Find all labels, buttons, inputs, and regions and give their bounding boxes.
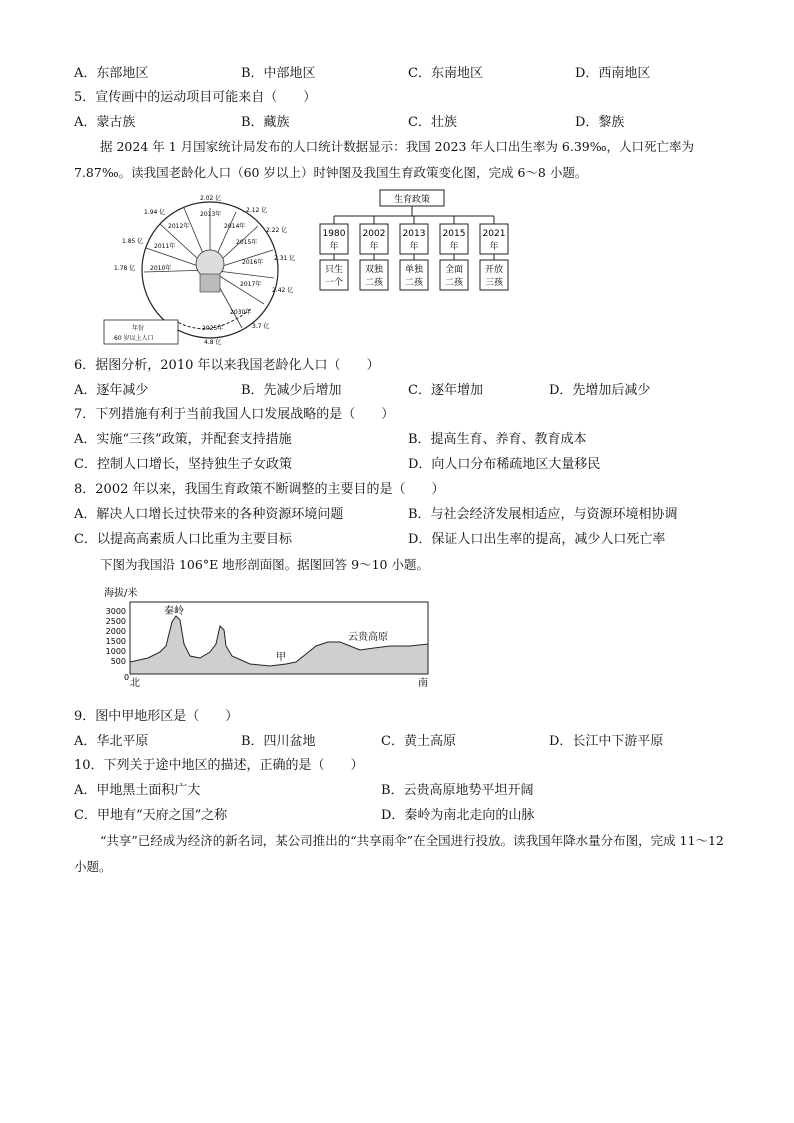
q8-option-d: D．保证人口出生率的提高，减少人口死亡率 (408, 532, 666, 547)
clock-value-2025: 4.8 亿 (204, 339, 222, 346)
ytick-1500: 1500 (105, 637, 126, 646)
clock-year-2011: 2011年 (154, 243, 176, 250)
clock-value-2014: 2.12 亿 (246, 207, 268, 214)
policy-year-suffix: 年 (329, 242, 339, 252)
q5-option-b: B．藏族 (241, 115, 290, 130)
q6-option-a: A．逐年减少 (74, 383, 149, 398)
q7-option-b: B．提高生育、养育、教育成本 (408, 432, 587, 447)
policy-figure (316, 188, 516, 298)
q10-option-d: D．秦岭为南北走向的山脉 (381, 808, 535, 823)
q6-stem: 6．据图分析，2010 年以来我国老龄化人口（ ） (74, 358, 380, 373)
clock-year-2015: 2015年 (236, 239, 258, 246)
clock-year-2025: 2025年 (202, 325, 224, 332)
q9-option-d: D．长江中下游平原 (549, 734, 664, 749)
policy-year-suffix: 年 (409, 242, 419, 252)
q5-option-a: A．蒙古族 (74, 115, 136, 130)
policy-year-2015: 2015 (442, 229, 466, 239)
q8-option-c: C．以提高高素质人口比重为主要目标 (74, 532, 292, 547)
policy-year-suffix: 年 (369, 242, 379, 252)
policy-2002-bottom: 二孩 (364, 278, 384, 288)
q8-option-b: B．与社会经济发展相适应，与资源环境相协调 (408, 507, 678, 522)
clock-value-2030: 3.7 亿 (252, 323, 270, 330)
q5-stem: 5．宣传画中的运动项目可能来自（ ） (74, 90, 317, 105)
clock-year-2030: 2030年 (230, 309, 252, 316)
ytick-2000: 2000 (105, 627, 126, 636)
q9-option-b: B．四川盆地 (241, 734, 316, 749)
profile-label-south: 南 (418, 678, 428, 689)
profile-label-north: 北 (130, 678, 140, 689)
clock-year-2012: 2012年 (168, 223, 190, 230)
policy-2021-top: 开放 (484, 265, 504, 275)
q9-stem: 9．图中甲地形区是（ ） (74, 709, 239, 724)
policy-2002-top: 双独 (364, 265, 384, 275)
policy-year-2021: 2021 (482, 229, 506, 239)
clock-year-2017: 2017年 (240, 281, 262, 288)
q10-option-a: A．甲地黑土面积广大 (74, 783, 201, 798)
profile-label-qinling: 秦岭 (164, 606, 184, 617)
q7-option-c: C．控制人口增长，坚持独生子女政策 (74, 457, 292, 472)
policy-2013-top: 单独 (404, 265, 424, 275)
q4-option-b: B．中部地区 (241, 66, 316, 81)
policy-2013-bottom: 二孩 (404, 278, 424, 288)
q5-option-d: D．黎族 (575, 115, 625, 130)
policy-year-2013: 2013 (402, 229, 426, 239)
policy-year-suffix: 年 (489, 242, 499, 252)
clock-year-2016: 2016年 (242, 259, 264, 266)
q10-stem: 10．下列关于途中地区的描述，正确的是（ ） (74, 758, 364, 773)
clock-value-2012: 1.94 亿 (144, 209, 166, 216)
q5-option-c: C．壮族 (408, 115, 457, 130)
policy-year-1980: 1980 (322, 229, 346, 239)
clock-value-2013: 2.02 亿 (200, 195, 222, 202)
ytick-0: 0 (124, 673, 130, 682)
q6-option-c: C．逐年增加 (408, 383, 483, 398)
clock-year-2014: 2014年 (224, 223, 246, 230)
intro-questions-6-8: 据 2024 年 1 月国家统计局发布的人口统计数据显示：我国 2023 年人口出生率为 6.39‰，人口死亡率为 7.87‰。读我国老龄化人口（60 岁以上）时钟图及我国生育政策变化图，完成 6～8 小题。 (74, 139, 694, 180)
clock-value-2015: 2.22 亿 (266, 227, 288, 234)
q9-option-a: A．华北平原 (74, 734, 149, 749)
terrain-profile-shape (130, 616, 428, 674)
policy-2015-top: 全面 (444, 265, 464, 275)
q4-option-d: D．西南地区 (575, 66, 651, 81)
clock-value-2017: 2.42 亿 (272, 287, 294, 294)
q8-stem: 8．2002 年以来，我国生育政策不断调整的主要目的是（ ） (74, 482, 445, 497)
clock-value-2011: 1.85 亿 (122, 238, 144, 245)
policy-1980-bottom: 一个 (324, 278, 344, 288)
clock-value-2016: 2.31 亿 (274, 255, 296, 262)
q6-option-d: D．先增加后减少 (549, 383, 651, 398)
aging-clock-figure (96, 188, 296, 348)
profile-label-jia: 甲 (276, 652, 286, 663)
policy-year-suffix: 年 (449, 242, 459, 252)
ytick-500: 500 (110, 657, 126, 666)
q10-option-b: B．云贵高原地势平坦开阔 (381, 783, 534, 798)
policy-2015-bottom: 二孩 (444, 278, 464, 288)
clock-value-2010: 1.78 亿 (114, 265, 136, 272)
q9-option-c: C．黄土高原 (381, 734, 456, 749)
policy-1980-top: 只生 (324, 265, 344, 275)
clock-legend-year: 年份 (132, 325, 145, 332)
clock-year-2010: 2010年 (150, 265, 172, 272)
q7-option-a: A．实施“三孩”政策，并配套支持措施 (74, 432, 292, 447)
profile-label-yungui: 云贵高原 (348, 632, 388, 643)
q6-option-b: B．先减少后增加 (241, 383, 342, 398)
q10-option-c: C．甲地有“天府之国”之称 (74, 808, 228, 823)
ytick-2500: 2500 (105, 617, 126, 626)
policy-title: 生育政策 (393, 195, 431, 205)
intro-questions-11-12: “共享”已经成为经济的新名词，某公司推出的“共享雨伞”在全国进行投放。读我国年降水量分布图，完成 11～12 小题。 (74, 833, 724, 874)
terrain-profile-figure (100, 582, 440, 690)
ytick-1000: 1000 (105, 647, 126, 656)
q7-option-d: D．向人口分布稀疏地区大量移民 (408, 457, 601, 472)
q4-option-a: A．东部地区 (74, 66, 149, 81)
policy-2021-bottom: 三孩 (484, 278, 504, 288)
profile-ylabel: 海拔/米 (104, 588, 138, 599)
clock-legend-population: 60 岁以上人口 (114, 335, 154, 342)
q7-stem: 7．下列措施有利于当前我国人口发展战略的是（ ） (74, 407, 395, 422)
clock-year-2013: 2013年 (200, 211, 222, 218)
ytick-3000: 3000 (105, 607, 126, 616)
q4-option-c: C．东南地区 (408, 66, 483, 81)
q8-option-a: A．解决人口增长过快带来的各种资源环境问题 (74, 507, 344, 522)
policy-year-2002: 2002 (362, 229, 386, 239)
intro-questions-9-10: 下图为我国沿 106°E 地形剖面图。据图回答 9～10 小题。 (100, 557, 429, 572)
